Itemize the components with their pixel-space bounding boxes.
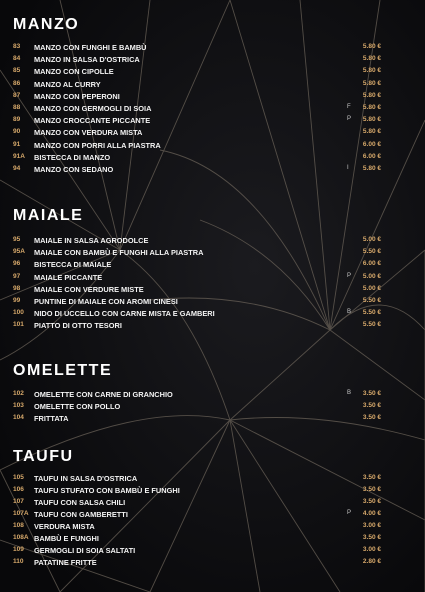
menu-item-row xyxy=(0,546,425,558)
item-price: 5.80 € xyxy=(362,116,381,124)
item-name: FRITTATA xyxy=(34,414,69,423)
section-title: MANZO xyxy=(13,16,80,33)
item-number: 87 xyxy=(13,91,21,99)
item-price: 5.50 € xyxy=(362,309,381,317)
section-title: OMELETTE xyxy=(13,362,113,379)
item-price: 3.50 € xyxy=(362,486,381,493)
item-number: 86 xyxy=(13,79,21,87)
menu-item-row xyxy=(0,390,425,402)
item-name: MANZO IN SALSA D'OSTRICA xyxy=(34,55,140,65)
item-name: OMELETTE CON POLLO xyxy=(34,402,121,411)
item-name: PUNTINE DI MAIALE CON AROMI CINESI xyxy=(34,297,178,306)
item-name: PATATINE FRITTE xyxy=(34,558,97,567)
item-name: TAUFU CON GAMBERETTI xyxy=(34,510,128,519)
item-price: 5.80 € xyxy=(362,91,381,99)
item-name: MANZO CON PEPERONI xyxy=(34,91,120,101)
item-number: 109 xyxy=(13,546,24,553)
item-name: MANZO CROCCANTE PICCANTE xyxy=(34,116,151,126)
item-price: 5.50 € xyxy=(362,297,381,304)
item-price: 5.80 € xyxy=(362,55,381,63)
section-title: MAIALE xyxy=(13,207,84,224)
item-name: MANZO CON CIPOLLE xyxy=(34,67,114,77)
menu-item-row xyxy=(0,558,425,570)
item-name: MANZO AL CURRY xyxy=(34,79,101,89)
item-price: 3.50 € xyxy=(362,402,381,409)
menu-item-row xyxy=(0,309,425,321)
item-number: 88 xyxy=(13,104,21,111)
item-number: 101 xyxy=(13,321,24,329)
item-price: 6.00 € xyxy=(362,260,381,268)
item-number: 107A xyxy=(13,510,29,517)
item-name: MAIALE IN SALSA AGRODOLCE xyxy=(34,236,149,245)
item-name: GERMOGLI DI SOIA SALTATI xyxy=(34,546,136,555)
menu-item-row xyxy=(0,498,425,510)
item-price: 2.80 € xyxy=(362,558,381,565)
item-tag: B xyxy=(347,309,352,316)
menu-item-row xyxy=(0,402,425,414)
item-price: 6.00 € xyxy=(362,152,381,160)
item-number: 89 xyxy=(13,116,21,124)
menu-item-row xyxy=(0,141,425,153)
item-price: 3.50 € xyxy=(362,390,381,397)
item-price: 5.80 € xyxy=(362,128,381,136)
item-name: MAIALE CON VERDURE MISTE xyxy=(34,284,144,294)
item-name: TAUFU STUFATO CON BAMBÙ E FUNGHI xyxy=(34,486,180,495)
menu-item-row xyxy=(0,522,425,534)
item-price: 3.50 € xyxy=(362,534,381,541)
item-number: 106 xyxy=(13,486,24,493)
item-number: 99 xyxy=(13,297,21,304)
item-name: TAUFU CON SALSA CHILI xyxy=(34,498,126,507)
menu-item-row xyxy=(0,510,425,522)
item-number: 95 xyxy=(13,236,21,243)
item-price: 5.50 € xyxy=(362,248,381,256)
menu-item-row xyxy=(0,248,425,260)
item-price: 5.80 € xyxy=(362,67,381,75)
item-number: 110 xyxy=(13,558,24,565)
item-name: MANZO CON SEDANO xyxy=(34,165,114,174)
item-number: 96 xyxy=(13,260,21,268)
item-tag: P xyxy=(347,116,352,123)
item-number: 98 xyxy=(13,284,21,292)
item-number: 102 xyxy=(13,390,24,397)
menu-item-row xyxy=(0,116,425,128)
item-number: 97 xyxy=(13,272,21,280)
menu-item-row xyxy=(0,55,425,67)
menu-item-row xyxy=(0,104,425,116)
item-number: 90 xyxy=(13,128,21,136)
item-name: MANZO CON PORRI ALLA PIASTRA xyxy=(34,140,161,150)
item-name: MAIALE PICCANTE xyxy=(34,272,103,282)
menu-item-row xyxy=(0,128,425,140)
item-tag: P xyxy=(347,272,352,279)
item-price: 5.80 € xyxy=(362,104,381,111)
item-tag: P xyxy=(347,510,352,516)
item-number: 105 xyxy=(13,474,24,481)
item-name: MANZO CON VERDURA MISTA xyxy=(34,128,143,138)
menu-item-row xyxy=(0,486,425,498)
menu-item-row xyxy=(0,67,425,79)
item-price: 5.80 € xyxy=(362,43,381,50)
item-number: 85 xyxy=(13,67,21,75)
item-number: 91A xyxy=(13,152,25,160)
section-title: TAUFU xyxy=(13,448,74,465)
item-price: 4.00 € xyxy=(362,510,381,517)
menu-item-row xyxy=(0,43,425,55)
item-price: 3.00 € xyxy=(362,546,381,553)
item-name: MANZO CON FUNGHI E BAMBÙ xyxy=(34,43,147,52)
item-number: 94 xyxy=(13,165,21,172)
item-name: VERDURA MISTA xyxy=(34,522,95,531)
menu-item-row xyxy=(0,153,425,165)
item-price: 3.50 € xyxy=(362,474,381,481)
item-price: 5.80 € xyxy=(362,79,381,87)
item-name: BISTECCA DI MANZO xyxy=(34,152,111,162)
item-number: 108A xyxy=(13,534,29,541)
item-price: 6.00 € xyxy=(362,140,381,148)
menu-item-row xyxy=(0,285,425,297)
item-price: 5.80 € xyxy=(362,165,381,172)
menu-item-row xyxy=(0,165,425,177)
item-name: BAMBÙ E FUNGHI xyxy=(34,534,99,543)
menu-item-row xyxy=(0,321,425,333)
item-number: 107 xyxy=(13,498,24,505)
item-number: 91 xyxy=(13,140,21,148)
item-price: 3.50 € xyxy=(362,414,381,421)
item-price: 3.50 € xyxy=(362,498,381,505)
item-name: MANZO CON GERMOGLI DI SOIA xyxy=(34,104,152,113)
item-name: PIATTO DI OTTO TESORI xyxy=(34,321,122,331)
item-name: OMELETTE CON CARNE DI GRANCHIO xyxy=(34,390,173,399)
item-price: 5.00 € xyxy=(362,272,381,280)
menu-item-row xyxy=(0,92,425,104)
menu-item-row xyxy=(0,260,425,272)
menu-item-row xyxy=(0,474,425,486)
menu-item-row xyxy=(0,273,425,285)
item-price: 3.00 € xyxy=(362,522,381,529)
menu-item-row xyxy=(0,534,425,546)
item-name: TAUFU IN SALSA D'OSTRICA xyxy=(34,474,138,483)
item-tag: F xyxy=(347,104,351,110)
item-price: 5.00 € xyxy=(362,236,381,243)
menu-item-row xyxy=(0,236,425,248)
item-name: BISTECCA DI MAIALE xyxy=(34,260,112,270)
item-tag: B xyxy=(347,390,352,396)
item-number: 84 xyxy=(13,55,21,63)
menu-item-row xyxy=(0,414,425,426)
menu-item-row xyxy=(0,297,425,309)
item-name: MAIALE CON BAMBÙ E FUNGHI ALLA PIASTRA xyxy=(34,248,204,258)
item-number: 83 xyxy=(13,43,21,50)
item-price: 5.50 € xyxy=(362,321,381,329)
item-number: 103 xyxy=(13,402,24,409)
item-name: NIDO DI UCCELLO CON CARNE MISTA E GAMBERI xyxy=(34,309,215,319)
item-number: 95A xyxy=(13,248,25,256)
item-number: 100 xyxy=(13,309,24,317)
item-price: 5.00 € xyxy=(362,284,381,292)
item-number: 104 xyxy=(13,414,24,421)
item-tag: I xyxy=(347,165,349,171)
menu-item-row xyxy=(0,80,425,92)
item-number: 108 xyxy=(13,522,24,529)
